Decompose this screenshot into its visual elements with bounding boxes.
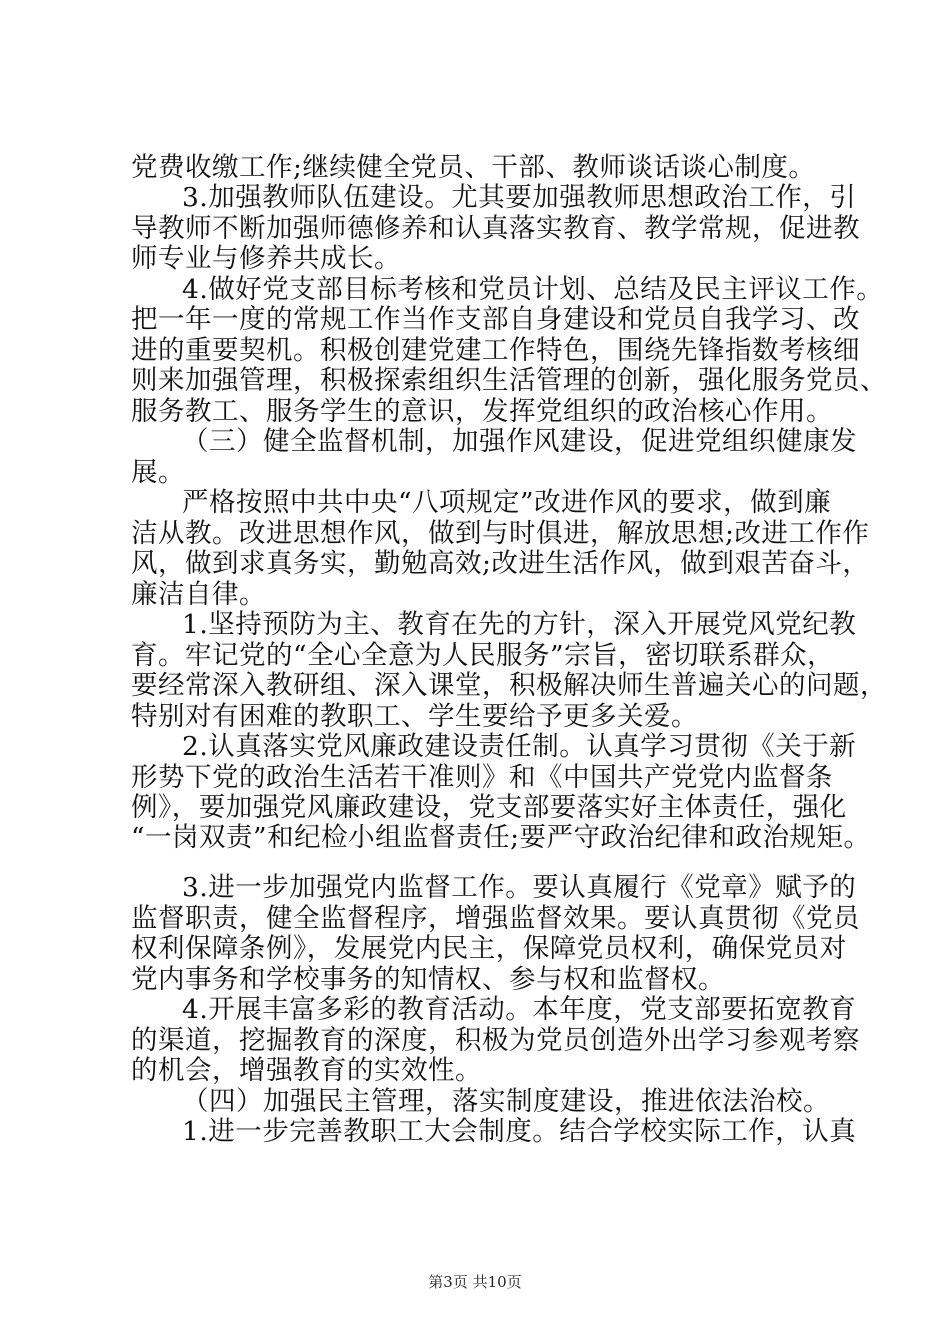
text-line: 育。牢记党的“全心全意为人民服务”宗旨，密切联系群众， <box>131 640 835 671</box>
text-line: 党费收缴工作;继续健全党员、干部、教师谈话谈心制度。 <box>131 152 816 183</box>
text-line: 严格按照中共中央“八项规定”改进作风的要求，做到廉 <box>182 487 832 518</box>
page-footer: 第3页 共10页 <box>428 1273 522 1291</box>
text-line: 3.加强教师队伍建设。尤其要加强教师思想政治工作，引 <box>182 182 857 213</box>
text-line: 党内事务和学校事务的知情权、参与权和监督权。 <box>131 964 725 995</box>
text-line: 例》，要加强党风廉政建设，党支部要落实好主体责任，强化 <box>131 792 847 823</box>
text-line: 权利保障条例》，发展党内民主，保障党员权利，确保党员对 <box>131 933 847 964</box>
text-line: 2.认真落实党风廉政建设责任制。认真学习贯彻《关于新 <box>182 731 857 762</box>
text-line: 4.开展丰富多彩的教育活动。本年度，党支部要拓宽教育 <box>182 994 857 1025</box>
text-line: 把一年一度的常规工作当作支部自身建设和党员自我学习、改 <box>131 304 860 335</box>
text-line: “一岗双责”和纪检小组监督责任;要严守政治纪律和政治规矩。 <box>131 822 871 853</box>
text-line: 形势下党的政治生活若干准则》和《中国共产党党内监督条 <box>131 762 833 793</box>
text-line: 4.做好党支部目标考核和党员计划、总结及民主评议工作。 <box>182 274 884 305</box>
text-line: 洁从教。改进思想作风，做到与时俱进，解放思想;改进工作作 <box>131 518 870 549</box>
text-line: 的渠道，挖掘教育的深度，积极为党员创造外出学习参观考察 <box>131 1025 860 1056</box>
text-line: （三）健全监督机制，加强作风建设，促进党组织健康发 <box>182 426 857 457</box>
text-line: 师专业与修养共成长。 <box>131 243 401 274</box>
text-line: 服务教工、服务学生的意识，发挥党组织的政治核心作用。 <box>131 396 833 427</box>
text-line: 展。 <box>131 457 185 488</box>
text-line: 要经常深入教研组、深入课堂，积极解决师生普遍关心的问题， <box>131 670 887 701</box>
text-line: 进的重要契机。积极创建党建工作特色，围绕先锋指数考核细 <box>131 335 860 366</box>
text-line: 1.进一步完善教职工大会制度。结合学校实际工作，认真 <box>182 1116 857 1147</box>
text-line: （四）加强民主管理，落实制度建设，推进依法治校。 <box>182 1086 830 1117</box>
text-line: 则来加强管理，积极探索组织生活管理的创新，强化服务党员、 <box>131 365 887 396</box>
text-line: 1.坚持预防为主、教育在先的方针，深入开展党风党纪教 <box>182 609 857 640</box>
text-line: 廉洁自律。 <box>131 579 266 610</box>
text-line: 导教师不断加强师德修养和认真落实教育、教学常规，促进教 <box>131 213 860 244</box>
text-line: 特别对有困难的教职工、学生要给予更多关爱。 <box>131 701 698 732</box>
text-line: 3.进一步加强党内监督工作。要认真履行《党章》赋予的 <box>182 872 857 903</box>
text-line: 风，做到求真务实，勤勉高效;改进生活作风，做到艰苦奋斗， <box>131 548 870 579</box>
text-line: 的机会，增强教育的实效性。 <box>131 1055 482 1086</box>
text-line: 监督职责，健全监督程序，增强监督效果。要认真贯彻《党员 <box>131 903 860 934</box>
